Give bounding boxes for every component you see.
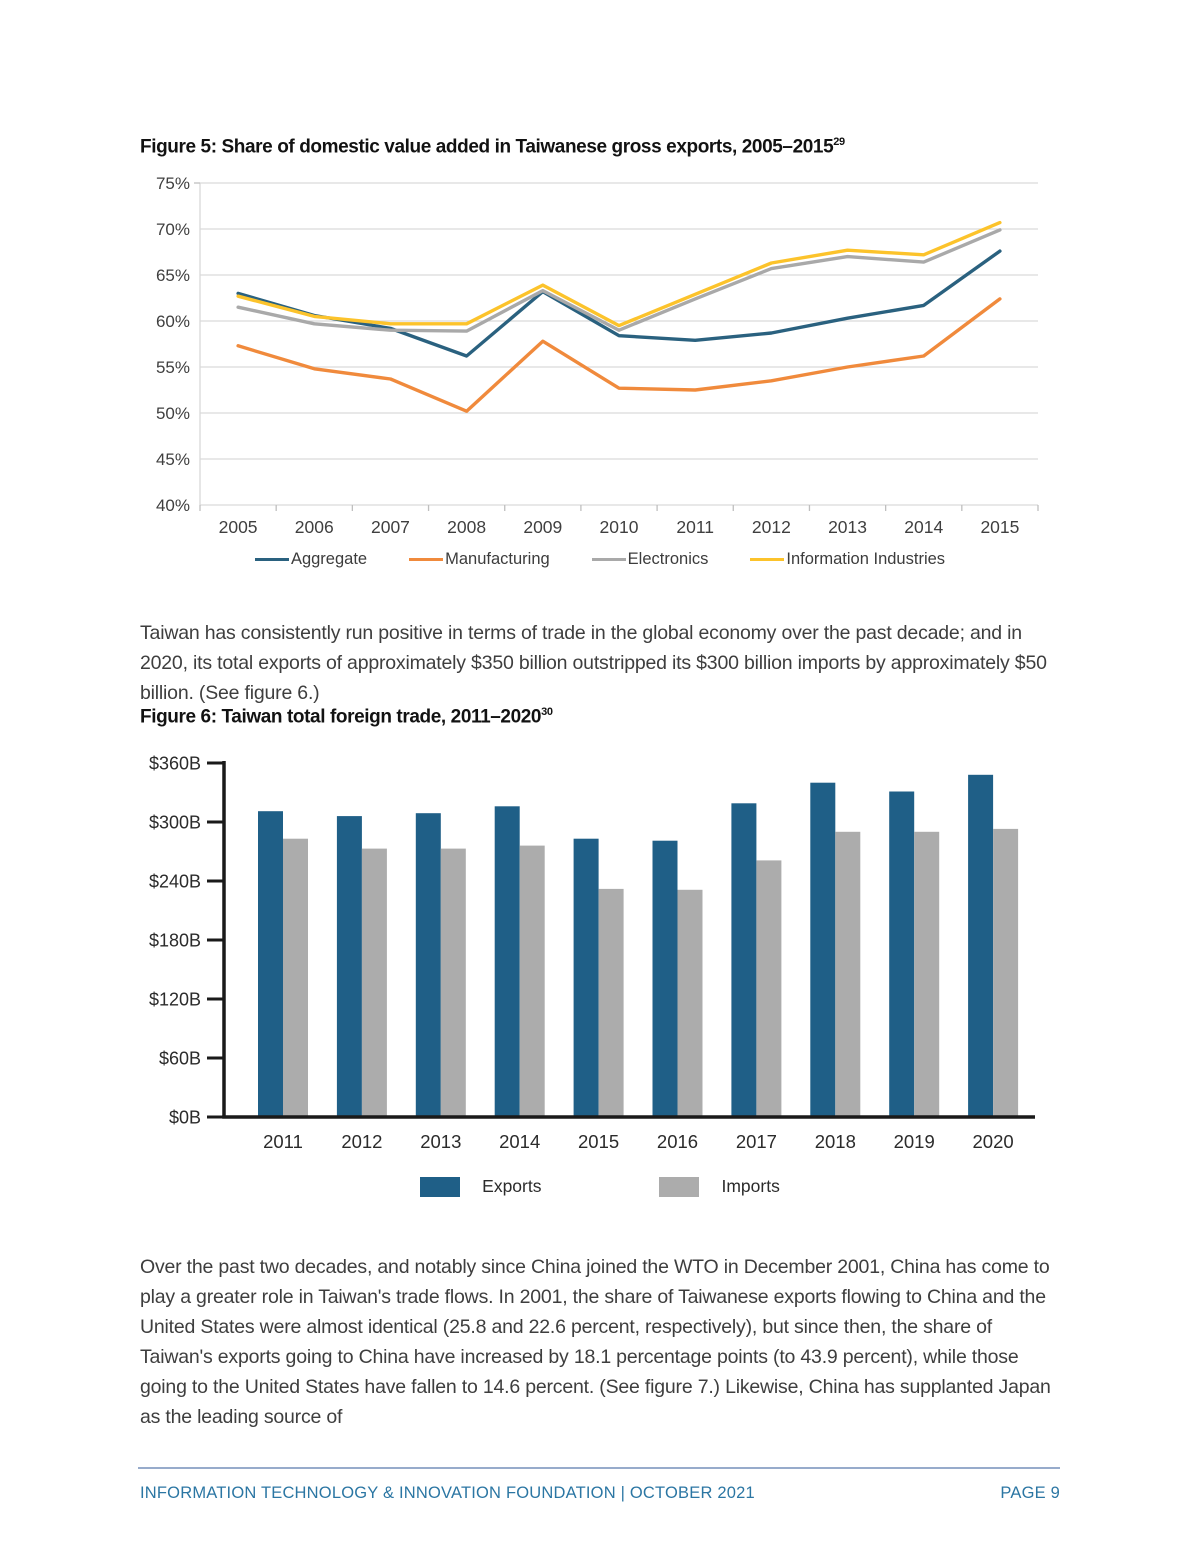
x-axis-label: 2012 (341, 1131, 383, 1152)
legend-item-electronics (592, 550, 709, 569)
x-axis-label: 2011 (263, 1131, 303, 1152)
x-axis-label: 2019 (893, 1131, 935, 1152)
line-series-manufacturing (238, 299, 1000, 411)
x-axis-label: 2016 (656, 1131, 699, 1152)
bar-imports-2018 (835, 832, 860, 1117)
x-axis-label: 2013 (828, 517, 868, 537)
legend-item-aggregate (255, 550, 367, 569)
bar-imports-2014 (520, 846, 545, 1117)
line-series-electronics (238, 230, 1000, 331)
legend-label-exports: Exports (482, 1176, 542, 1196)
bar-exports-2020 (968, 775, 993, 1117)
y-axis-label: 55% (155, 358, 190, 377)
y-axis-label: $120B (148, 989, 201, 1010)
footer-page-number: PAGE 9 (1000, 1484, 1060, 1502)
legend-item-manufacturing (409, 550, 550, 569)
x-axis-label: 2014 (499, 1131, 541, 1152)
figure6-bar-chart (140, 748, 1060, 1170)
y-axis-label: 45% (155, 450, 190, 469)
x-axis-label: 2011 (676, 517, 715, 537)
y-axis-label: 75% (155, 174, 190, 193)
bar-exports-2012 (337, 816, 362, 1117)
legend-label-manufacturing: Manufacturing (445, 550, 550, 568)
bar-imports-2013 (441, 849, 466, 1117)
x-axis-label: 2010 (599, 517, 639, 537)
y-axis-label: 50% (155, 404, 190, 423)
y-axis-label: 65% (155, 266, 190, 285)
y-axis-label: 70% (155, 220, 190, 239)
bar-imports-2016 (678, 890, 703, 1117)
legend-item-imports (659, 1176, 779, 1197)
line-series-aggregate (238, 251, 1000, 356)
x-axis-label: 2005 (218, 517, 258, 537)
paragraph-trade-balance: Taiwan has consistently run positive in terms of trade in the global economy over the past decade; and in 2020, its total exports of approximately $350 billion outstripped its $300 billion imports by approximately $50 billion. (See figure 6.) (140, 621, 1047, 704)
y-axis-label: 40% (155, 496, 190, 515)
x-axis-label: 2015 (980, 517, 1020, 537)
legend-label-information-industries: Information Industries (786, 550, 946, 568)
bar-imports-2017 (756, 860, 781, 1117)
bar-exports-2016 (653, 841, 678, 1117)
bar-exports-2014 (495, 806, 520, 1117)
figure6-title-text: Figure 6: Taiwan total foreign trade, 2011–2020 (140, 706, 542, 728)
paragraph-china-trade: Over the past two decades, and notably since China joined the WTO in December 2001, China has come to play a greater role in Taiwan's trade flows. In 2001, the share of Taiwanese exports flowing to China and the United States were almost identical (25.8 and 22.6 percent, respectively), but since then, the share of Taiwan's exports going to China have increased by 18.1 percentage points (to 43.9 percent), while those going to the United States have fallen to 14.6 percent. (See figure 7.) Likewise, China has supplanted Japan as the leading source of (140, 1255, 1051, 1428)
bar-exports-2017 (731, 803, 756, 1117)
x-axis-label: 2012 (751, 517, 791, 537)
figure5-footnote-marker: 29 (833, 136, 845, 148)
bar-exports-2019 (889, 792, 914, 1118)
y-axis-label: $60B (158, 1048, 201, 1069)
bar-exports-2013 (416, 813, 441, 1117)
y-axis-label: $0B (168, 1107, 201, 1128)
legend-swatch-aggregate (255, 558, 289, 562)
y-axis-label: $360B (148, 753, 201, 774)
x-axis-label: 2020 (972, 1131, 1014, 1152)
legend-swatch-imports (659, 1177, 699, 1197)
legend-swatch-manufacturing (409, 558, 443, 562)
footer-divider (138, 1467, 1060, 1469)
figure5-legend (140, 550, 1060, 569)
figure6-footnote-marker: 30 (541, 706, 553, 718)
figure5-title-text: Figure 5: Share of domestic value added in Taiwanese gross exports, 2005–2015 (140, 136, 834, 158)
x-axis-label: 2015 (578, 1131, 620, 1152)
x-axis-label: 2008 (447, 517, 487, 537)
legend-swatch-information-industries (750, 558, 784, 562)
x-axis-label: 2006 (294, 517, 334, 537)
figure6-legend (140, 1176, 1060, 1197)
x-axis-label: 2009 (523, 517, 563, 537)
x-axis-label: 2013 (420, 1131, 462, 1152)
bar-exports-2015 (574, 839, 599, 1117)
figure5-line-chart (140, 170, 1060, 548)
legend-swatch-electronics (592, 558, 626, 562)
y-axis-label: 60% (155, 312, 190, 331)
x-axis-label: 2014 (904, 517, 944, 537)
x-axis-label: 2017 (735, 1131, 777, 1152)
figure5-title (140, 136, 1065, 158)
footer-publication-info: INFORMATION TECHNOLOGY & INNOVATION FOUNDATION | OCTOBER 2021 (140, 1484, 755, 1502)
legend-swatch-exports (420, 1177, 460, 1197)
page-footer (140, 1484, 1060, 1503)
bar-imports-2020 (993, 829, 1018, 1117)
bar-imports-2012 (362, 849, 387, 1117)
y-axis-label: $300B (148, 812, 201, 833)
legend-label-electronics: Electronics (627, 550, 709, 568)
bar-imports-2015 (599, 889, 624, 1117)
bar-imports-2019 (914, 832, 939, 1117)
legend-item-exports (420, 1176, 541, 1197)
legend-label-aggregate: Aggregate (290, 550, 368, 568)
legend-label-imports: Imports (721, 1176, 780, 1196)
y-axis-label: $240B (148, 871, 201, 892)
bar-exports-2018 (810, 783, 835, 1117)
bar-imports-2011 (283, 839, 308, 1117)
legend-item-information-industries (750, 550, 945, 569)
x-axis-label: 2007 (370, 517, 410, 537)
x-axis-label: 2018 (814, 1131, 856, 1152)
figure6-title (140, 706, 1065, 728)
y-axis-label: $180B (148, 930, 201, 951)
bar-exports-2011 (258, 811, 283, 1117)
